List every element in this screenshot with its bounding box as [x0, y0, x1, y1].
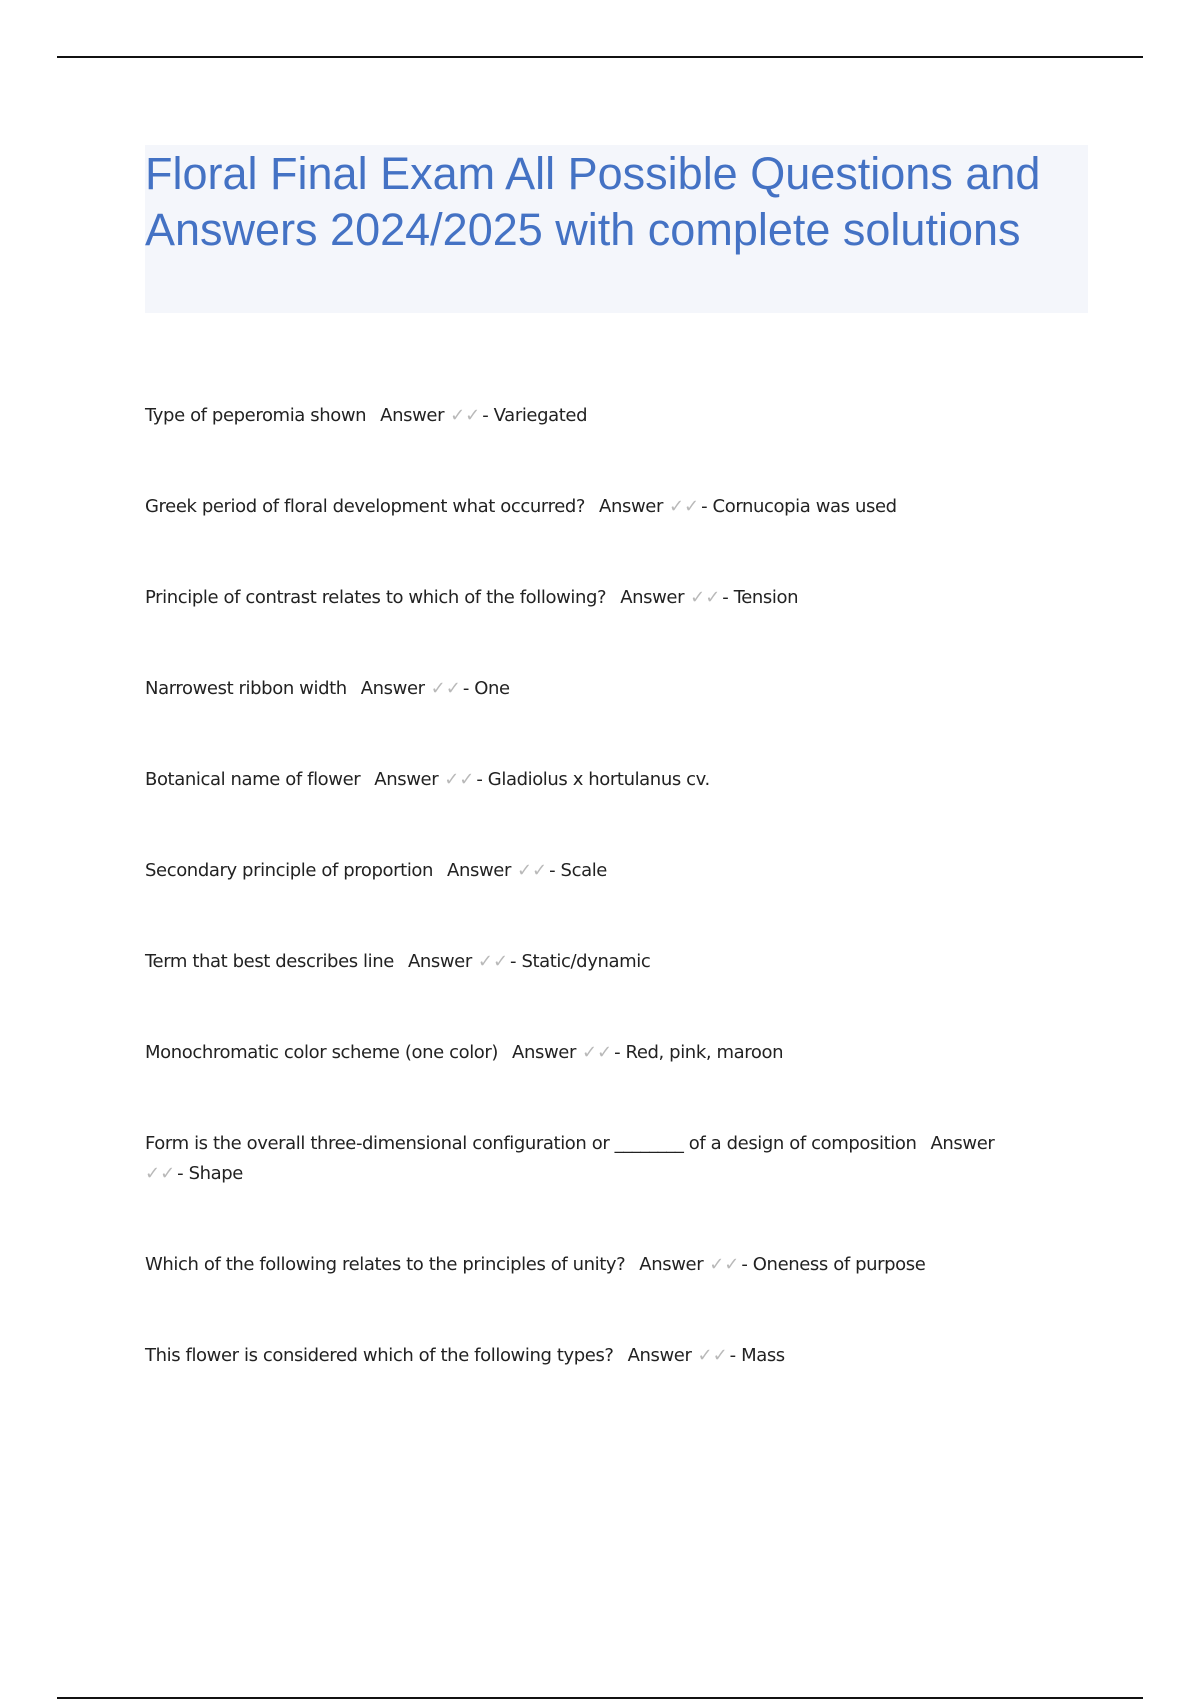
question-text: This flower is considered which of the following types?: [145, 1345, 614, 1366]
question-text: Principle of contrast relates to which of the following?: [145, 587, 607, 608]
answer-label: Answer: [360, 678, 425, 699]
answer-label: Answer: [599, 496, 663, 517]
qa-item: [145, 583, 1065, 613]
double-check-icon: ✓✓: [450, 405, 481, 426]
double-check-icon: ✓✓: [709, 1254, 740, 1275]
double-check-icon: ✓✓: [477, 951, 509, 972]
answer-text: - Mass: [729, 1345, 785, 1366]
question-text: Greek period of floral development what occurred?: [145, 496, 586, 517]
qa-item: [145, 765, 1065, 795]
answer-label: Answer: [620, 587, 685, 608]
double-check-icon: ✓✓: [697, 1345, 728, 1366]
double-check-icon: ✓✓: [690, 587, 721, 608]
question-text: Type of peperomia shown: [145, 405, 367, 426]
qa-item: [145, 1250, 1065, 1280]
double-check-icon: ✓✓: [444, 769, 475, 790]
qa-item: [145, 401, 1065, 431]
question-text: Monochromatic color scheme (one color): [145, 1042, 499, 1063]
question-text: Which of the following relates to the principles of unity?: [145, 1254, 626, 1275]
qa-item: [145, 1129, 1065, 1189]
bottom-rule: [57, 1697, 1143, 1699]
answer-text: - Scale: [549, 860, 607, 881]
question-text: Narrowest ribbon width: [145, 678, 347, 699]
answer-label: Answer: [380, 405, 445, 426]
top-rule: [57, 56, 1143, 58]
answer-label: Answer: [374, 769, 439, 790]
qa-item: [145, 674, 1065, 704]
answer-text: - Red, pink, maroon: [614, 1042, 784, 1063]
answer-label: Answer: [447, 860, 511, 881]
double-check-icon: ✓✓: [145, 1163, 176, 1184]
question-text: Botanical name of flower: [145, 769, 361, 790]
answer-text: - One: [462, 678, 510, 699]
page-title: Floral Final Exam All Possible Questions and Answers 2024/2025 with complete solutions: [145, 148, 1041, 255]
answer-text: - Tension: [722, 587, 799, 608]
qa-item: [145, 1341, 1065, 1371]
double-check-icon: ✓✓: [668, 496, 700, 517]
answer-text: - Gladiolus x hortulanus cv.: [476, 769, 710, 790]
double-check-icon: ✓✓: [581, 1042, 613, 1063]
qa-item: [145, 947, 1065, 977]
double-check-icon: ✓✓: [516, 860, 548, 881]
answer-label: Answer: [407, 951, 472, 972]
answer-text: - Cornucopia was used: [701, 496, 897, 517]
answer-label: Answer: [512, 1042, 576, 1063]
answer-text: - Variegated: [482, 405, 588, 426]
question-text: Secondary principle of proportion: [145, 860, 434, 881]
answer-text: - Shape: [177, 1163, 243, 1184]
question-text: Form is the overall three-dimensional configuration or ________ of a design of composition: [145, 1133, 917, 1154]
title-box: [145, 145, 1088, 313]
answer-text: - Static/dynamic: [510, 951, 651, 972]
answer-text: - Oneness of purpose: [741, 1254, 926, 1275]
double-check-icon: ✓✓: [430, 678, 461, 699]
question-text: Term that best describes line: [145, 951, 394, 972]
answer-label: Answer: [627, 1345, 692, 1366]
qa-item: [145, 1038, 1065, 1068]
answer-label: Answer: [930, 1133, 995, 1154]
qa-item: [145, 856, 1065, 886]
answer-label: Answer: [639, 1254, 704, 1275]
qa-item: [145, 492, 1065, 522]
